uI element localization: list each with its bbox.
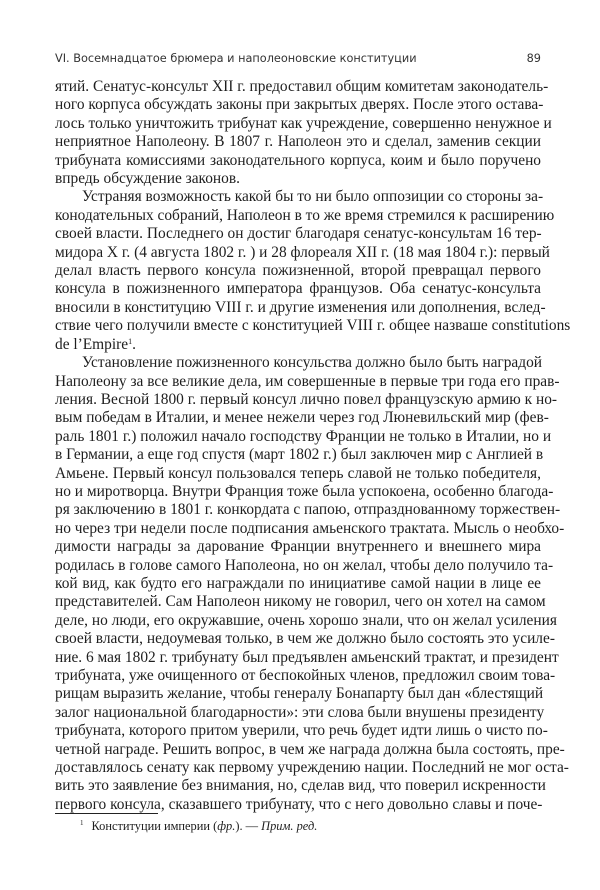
text-line (55, 96, 544, 114)
line-text: мидора X г. (4 августа 1802 г. ) и 28 флореаля XII г. (18 мая 1804 г.): первый (55, 243, 550, 261)
line-text: ря заключению в 1801 г. конкордата с папою, отпразднованному торжествен- (55, 501, 561, 519)
line-text: своей власти. Последнего он достиг благодаря сенатус-консультам 16 тер- (55, 225, 542, 243)
text-line (55, 354, 541, 372)
footnote-dash: ). — (235, 819, 262, 833)
text-line (55, 133, 541, 151)
text-line (55, 556, 554, 575)
body-text (55, 78, 571, 814)
footnote-text: Конституции империи ( (91, 819, 218, 833)
footnote-divider (55, 813, 158, 814)
text-line (55, 446, 544, 464)
text-line (55, 317, 571, 335)
paragraph (55, 354, 569, 814)
line-text: неприятное Наполеону. В 1807 г. Наполеон это и сделал, заменив секции (55, 133, 541, 151)
line-text: Установление пожизненного консульства должно было быть наградой (82, 354, 543, 372)
line-text: но и миротворца. Внутри Франция тоже была успокоена, особенно благода- (55, 482, 554, 500)
text-line (55, 630, 555, 648)
text-line (55, 703, 545, 722)
line-text: консула в пожизненного императора французов. Оба сенатус-консульта (55, 280, 541, 298)
line-text: de l’Empire (55, 335, 129, 353)
line-text: но через три недели после подписания амьенского трактата. Мысль о необхо- (55, 519, 565, 537)
text-line (55, 740, 565, 759)
line-text: доставлялось сенату как первому учреждению нации. Последний не мог оста- (55, 759, 569, 777)
text-line (55, 519, 565, 538)
paragraph (55, 188, 571, 354)
line-text: раль 1801 г.) положил начало господству Франции не только в Италии, но и (55, 427, 552, 445)
line-text: кой вид, как будто его награждали по инициативе самой нации в лице ее (55, 574, 541, 592)
text-line (55, 280, 541, 298)
text-line (55, 593, 546, 611)
line-text: ние. 6 мая 1802 г. трибунату был предъявлен амьенский трактат, и президент (55, 648, 559, 666)
text-line (55, 722, 548, 740)
line-text: своей власти, недоумевая только, в чем же должно было состоять это усиле- (55, 630, 555, 648)
line-text: вносили в конституцию VIII г. и другие изменения или дополнения, вслед- (55, 298, 546, 316)
text-line (55, 611, 557, 630)
text-line (55, 685, 544, 703)
line-text: делал власть первого консула пожизненной, второй превращал первого (55, 262, 541, 280)
text-line (55, 152, 541, 170)
text-line (55, 243, 550, 262)
text-line (55, 336, 541, 354)
line-text: в Германии, а еще год спустя (март 1802 г.) был заключен мир с Англией в (55, 446, 544, 464)
line-text: димости награды за дарование Франции внутреннего и внешнего мира (55, 538, 541, 556)
line-text: впредь обсуждение законов. (55, 170, 240, 188)
text-line (55, 759, 569, 777)
paragraph (55, 78, 552, 188)
text-line (55, 225, 541, 243)
line-text: родилась в голове самого Наполеона, но он желал, чтобы дело получило та- (55, 556, 554, 574)
line-text: ного корпуса обсуждать законы при закрытых дверях. После этого остава- (55, 96, 544, 114)
line-text: четной награде. Решить вопрос, в чем же награда должна была состоять, пре- (55, 740, 565, 758)
line-text: ствие чего получили вместе с конституцией VIII г. общее назваше constitutions (55, 317, 571, 335)
line-text: залог национальной благодарности»: эти слова были внушены президенту (55, 703, 545, 721)
text-line (55, 298, 546, 317)
footnote-editor-note: Прим. ред. (261, 819, 318, 833)
text-line (55, 409, 549, 427)
page-number: 89 (526, 52, 541, 65)
text-line (55, 427, 552, 446)
line-text: Амьене. Первый консул пользовался теперь славой не только победителя, (55, 464, 541, 482)
line-text: Устраняя возможность какой бы то ни было оппозиции со стороны за- (82, 188, 544, 206)
text-line (55, 648, 559, 667)
text-line (55, 114, 552, 133)
text-line (55, 796, 541, 814)
text-line (55, 170, 541, 188)
line-text: представителей. Сам Наполеон никому не говорил, чего он хотел на самом (55, 593, 546, 611)
footnote-reference[interactable]: 1 (128, 336, 133, 346)
running-title: VI. Восемнадцатое брюмера и наполеоновские конституции (55, 52, 417, 65)
line-text: трибуната, уже очищенного от беспокойных членов, предложил своим това- (55, 667, 556, 684)
text-line (55, 777, 546, 795)
text-line (55, 262, 541, 280)
footnote (80, 819, 317, 834)
text-line (55, 465, 541, 483)
running-header (55, 52, 541, 65)
line-text: Наполеону за все великие дела, им совершенные в первые три года его прав- (55, 372, 560, 390)
text-line (55, 206, 555, 225)
text-line (55, 188, 544, 206)
line-text: лось только уничтожить трибунат как учреждение, совершенно ненужное и (55, 114, 552, 132)
footnote-number: 1 (80, 819, 84, 827)
footnote-lang: фр. (217, 819, 236, 833)
text-line (55, 482, 554, 501)
line-text: рищам выразить желание, чтобы генералу Бонапарту был дан «блестящий (55, 685, 544, 703)
line-text: ления. Весной 1800 г. первый консул лично повел французскую армию к но- (55, 390, 558, 408)
line-text: вым победам в Италии, и менее нежели через год Люневильский мир (фев- (55, 409, 549, 427)
text-line (55, 667, 556, 685)
line-text: конодательных собраний, Наполеон в то же время стремился к расширению (55, 206, 555, 224)
line-text: трибуната комиссиями законодательного корпуса, коим и было поручено (55, 151, 541, 169)
text-line (55, 538, 541, 556)
text-line (55, 372, 560, 391)
text-line (55, 78, 549, 96)
text-line (55, 575, 541, 593)
text-line (55, 390, 558, 409)
line-text: деле, но люди, его окружавшие, очень хорошо знали, что он желал усиления (55, 611, 557, 629)
text-line (55, 501, 561, 519)
line-text: трибуната, которого притом уверили, что речь будет идти лишь о чисто по- (55, 722, 548, 740)
punctuation: . (132, 335, 136, 353)
line-text: ятий. Сенатус-консульт XII г. предоставил общим комитетам законодатель- (55, 78, 549, 95)
line-text: вить это заявление без внимания, но, сделав вид, что поверил искренности (55, 777, 546, 795)
line-text: первого консула, сказавшего трибунату, что с него довольно славы и поче- (55, 795, 543, 813)
